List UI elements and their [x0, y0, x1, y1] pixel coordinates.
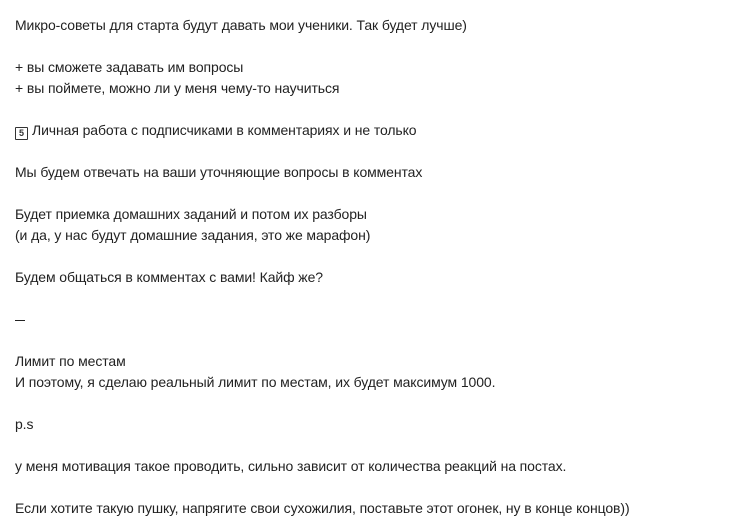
spacer: [15, 99, 735, 120]
spacer: [15, 477, 735, 498]
section-5-title: Личная работа с подписчиками в комментариях и не только: [32, 122, 417, 138]
homework-note-line: (и да, у нас будут домашние задания, это же марафон): [15, 227, 371, 243]
spacer: [15, 183, 735, 204]
spacer: [15, 246, 735, 267]
ps-motivation-line: [15, 456, 735, 477]
spacer: [15, 435, 735, 456]
ps-call-text: Если хотите такую пушку, напрягите свои сухожилия, поставьте этот огонек, ну в конце концов)): [15, 500, 630, 516]
micro-tips-line: Микро-советы для старта будут давать мои ученики. Так будет лучше): [15, 17, 467, 33]
benefit-ask-questions: + вы сможете задавать им вопросы: [15, 59, 244, 75]
em-dash-separator: [15, 320, 25, 321]
benefit-learn: + вы поймете, можно ли у меня чему-то научиться: [15, 80, 340, 96]
ps-motivation-text: у меня мотивация такое проводить, сильно зависит от количества реакций на постах.: [15, 458, 567, 474]
spacer: [15, 36, 735, 57]
post-body: [15, 15, 735, 519]
ps-call-line: [15, 498, 735, 519]
ps-label: p.s: [15, 416, 34, 432]
limit-text: И поэтому, я сделаю реальный лимит по местам, их будет максимум 1000.: [15, 374, 496, 390]
answer-questions-line: Мы будем отвечать на ваши уточняющие вопросы в комментах: [15, 164, 423, 180]
chat-line: Будем общаться в комментах с вами! Кайф же?: [15, 269, 323, 285]
spacer: [15, 393, 735, 414]
section-5-heading: [15, 120, 735, 141]
limit-title: Лимит по местам: [15, 353, 126, 369]
spacer: [15, 288, 735, 309]
homework-line: Будет приемка домашних заданий и потом их разборы: [15, 206, 367, 222]
separator-line: [15, 309, 735, 330]
spacer: [15, 141, 735, 162]
spacer: [15, 330, 735, 351]
keycap-5-icon: 5: [15, 127, 28, 140]
